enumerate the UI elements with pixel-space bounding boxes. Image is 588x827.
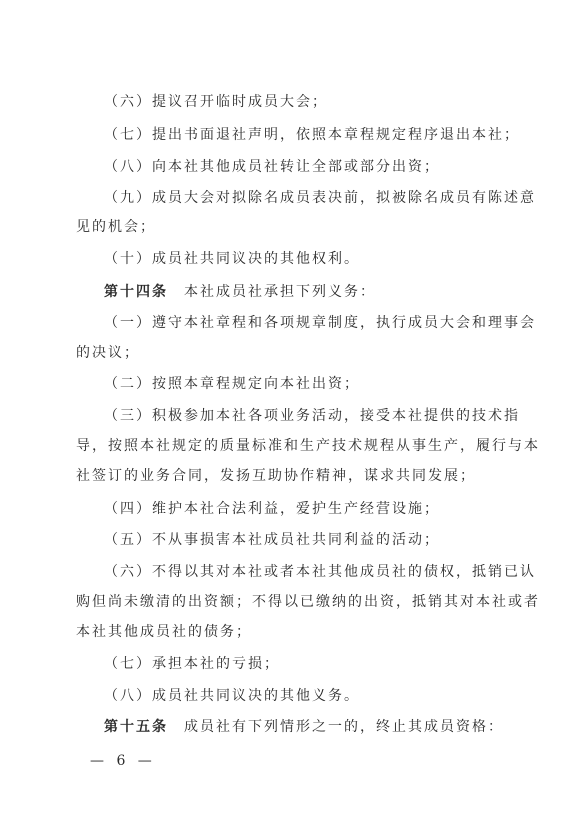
clause-9-rights-cont: 见的机会； xyxy=(76,219,156,235)
article-15-text: 成员社有下列情形之一的，终止其成员资格： xyxy=(184,719,504,735)
article-14-heading: 第十四条 xyxy=(104,284,168,300)
clause-3-duties-cont-1: 导，按照本社规定的质量标准和生产技术规程从事生产，履行与本 xyxy=(76,438,540,454)
clause-2-duties: （二）按照本章程规定向本社出资； xyxy=(104,376,360,392)
clause-10-rights: （十）成员社共同议决的其他权利。 xyxy=(104,251,360,267)
page-number: — 6 — xyxy=(90,753,156,769)
article-14-text: 本社成员社承担下列义务： xyxy=(184,284,376,300)
clause-9-rights: （九）成员大会对拟除名成员表决前，拟被除名成员有陈述意 xyxy=(104,190,536,206)
clause-6-duties: （六）不得以其对本社或者本社其他成员社的债权，抵销已认 xyxy=(104,564,536,580)
clause-1-duties: （一）遵守本社章程和各项规章制度，执行成员大会和理事会 xyxy=(104,315,536,331)
article-14 xyxy=(104,283,516,301)
article-15-heading: 第十五条 xyxy=(104,719,168,735)
clause-7-duties: （七）承担本社的亏损； xyxy=(104,656,280,672)
clause-5-duties: （五）不从事损害本社成员社共同利益的活动； xyxy=(104,532,440,548)
clause-1-duties-cont: 的决议； xyxy=(76,345,140,361)
clause-6-rights: （六）提议召开临时成员大会； xyxy=(104,94,328,110)
article-15 xyxy=(104,718,516,736)
clause-6-duties-cont-2: 本社其他成员社的债务； xyxy=(76,624,252,640)
clause-3-duties: （三）积极参加本社各项业务活动，接受本社提供的技术指 xyxy=(104,408,520,424)
clause-3-duties-cont-2: 社签订的业务合同，发扬互助协作精神，谋求共同发展； xyxy=(76,468,476,484)
clause-6-duties-cont-1: 购但尚未缴清的出资额；不得以已缴纳的出资，抵销其对本社或者 xyxy=(76,594,540,610)
clause-8-duties: （八）成员社共同议决的其他义务。 xyxy=(104,688,360,704)
clause-4-duties: （四）维护本社合法利益，爱护生产经营设施； xyxy=(104,501,440,517)
clause-8-rights: （八）向本社其他成员社转让全部或部分出资； xyxy=(104,159,440,175)
clause-7-rights: （七）提出书面退社声明，依照本章程规定程序退出本社； xyxy=(104,127,520,143)
